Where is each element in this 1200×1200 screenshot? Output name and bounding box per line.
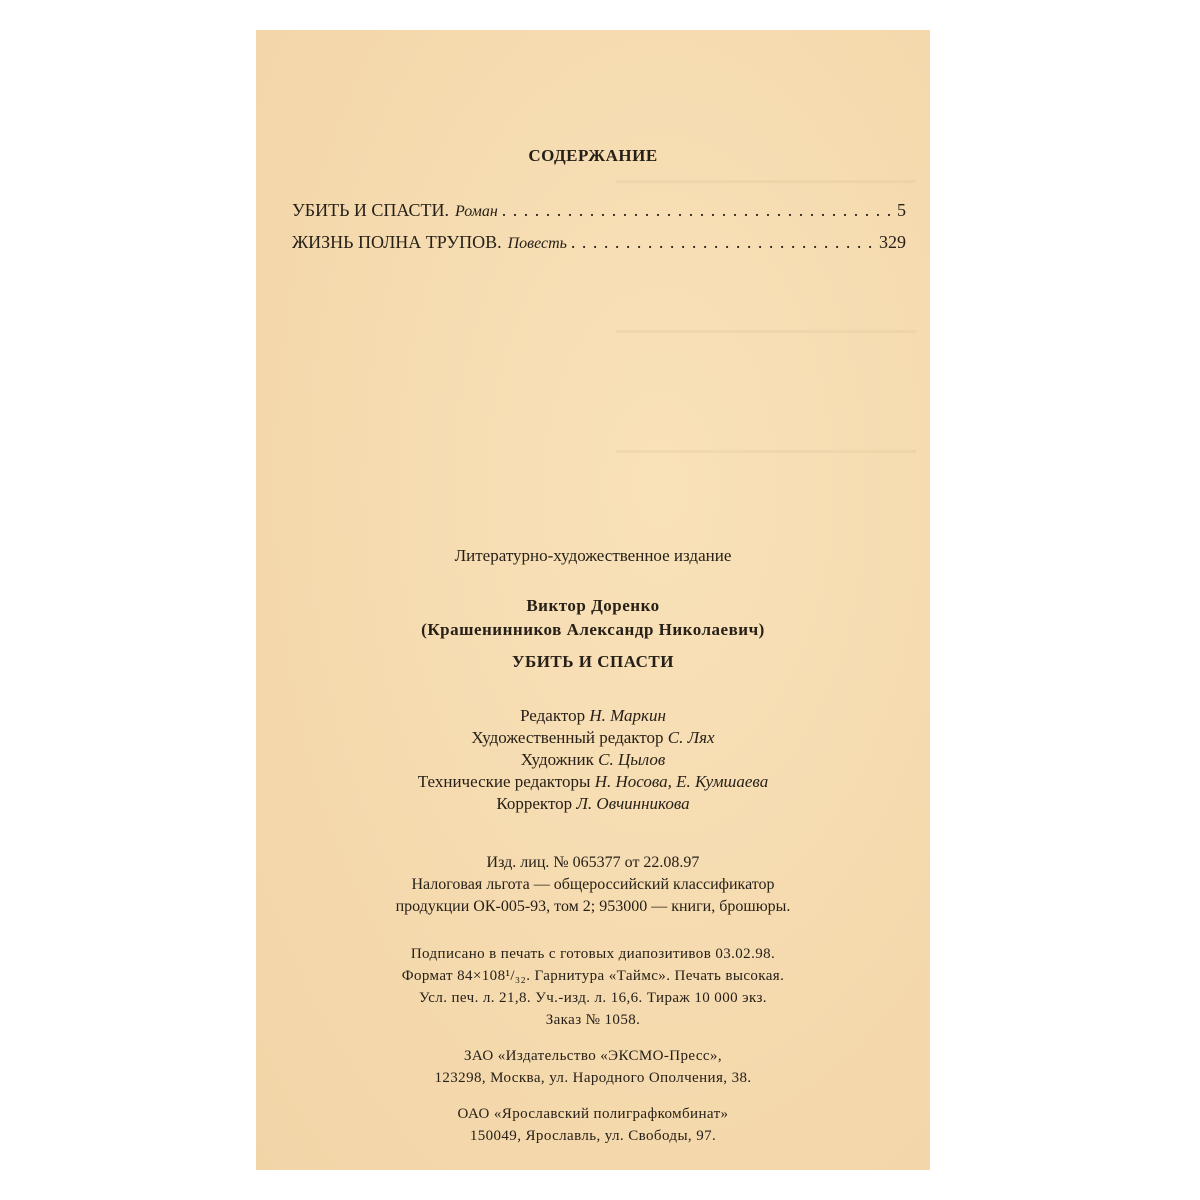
- toc-entry-page: 329: [879, 232, 906, 252]
- toc-entry: [292, 232, 906, 253]
- show-through-text: [616, 180, 916, 183]
- dot-leader: [571, 232, 875, 253]
- print-info-line: Подписано в печать с готовых диапозитивов 03.02.98.: [410, 946, 776, 962]
- credit-name: С. Лях: [667, 728, 715, 747]
- print-info-line: Формат 84×108¹/₃₂. Гарнитура «Таймс». Печать высокая.: [401, 968, 785, 984]
- author-real-name: (Крашенинников Александр Николаевич): [421, 620, 765, 639]
- print-info-line: Заказ № 1058.: [545, 1012, 641, 1028]
- show-through-text: [616, 450, 916, 453]
- book-page: [256, 30, 930, 1170]
- toc-entry-genre: Повесть: [507, 235, 567, 252]
- credit-name: Н. Маркин: [589, 706, 666, 725]
- dot-leader: [502, 200, 893, 221]
- book-title: УБИТЬ И СПАСТИ: [511, 652, 674, 671]
- license-line: Изд. лиц. № 065377 от 22.08.97: [486, 854, 700, 871]
- toc-entry: [292, 200, 906, 221]
- printer-line: ОАО «Ярославский полиграфкомбинат»: [457, 1106, 729, 1122]
- edition-type: Литературно-художественное издание: [454, 546, 732, 565]
- printer-line: 150049, Ярославль, ул. Свободы, 97.: [469, 1128, 717, 1144]
- toc-entry-page: 5: [897, 200, 906, 220]
- credit-line: [256, 728, 930, 748]
- credit-name: Н. Носова, Е. Кумшаева: [594, 772, 769, 791]
- license-line: Налоговая льгота — общероссийский классификатор: [411, 876, 775, 893]
- credit-line: [256, 794, 930, 814]
- toc-title: СОДЕРЖАНИЕ: [528, 146, 658, 165]
- credit-role: Технические редакторы: [417, 772, 591, 791]
- credit-line: [256, 772, 930, 792]
- credit-name: Л. Овчинникова: [576, 794, 690, 813]
- publisher-line: ЗАО «Издательство «ЭКСМО-Пресс»,: [464, 1048, 722, 1064]
- credit-role: Художник: [520, 750, 594, 769]
- toc-entry-title: УБИТЬ И СПАСТИ.: [292, 200, 450, 220]
- credit-role: Корректор: [496, 794, 573, 813]
- publisher-line: 123298, Москва, ул. Народного Ополчения, 38.: [434, 1070, 752, 1086]
- toc-entry-genre: Роман: [455, 203, 498, 220]
- credit-line: [256, 750, 930, 770]
- toc-entry-title: ЖИЗНЬ ПОЛНА ТРУПОВ.: [292, 232, 502, 252]
- license-line: продукции ОК-005-93, том 2; 953000 — книги, брошюры.: [395, 898, 791, 915]
- credit-role: Редактор: [520, 706, 586, 725]
- credit-name: С. Цылов: [598, 750, 666, 769]
- show-through-text: [616, 330, 916, 333]
- author-name: Виктор Доренко: [526, 596, 660, 615]
- print-info-line: Усл. печ. л. 21,8. Уч.-изд. л. 16,6. Тираж 10 000 экз.: [419, 990, 767, 1006]
- credit-line: [256, 706, 930, 726]
- credit-role: Художественный редактор: [471, 728, 664, 747]
